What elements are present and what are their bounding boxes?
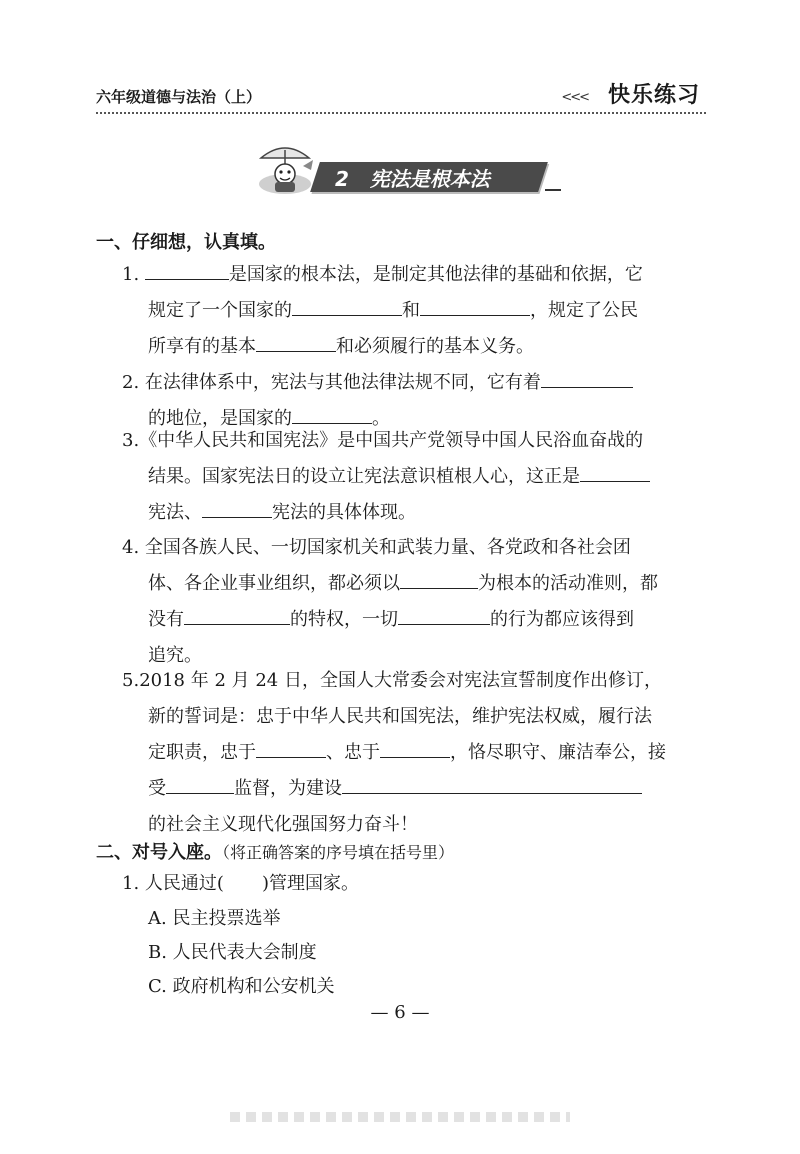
blank[interactable]: [398, 602, 490, 625]
option-b[interactable]: B. 人民代表大会制度: [148, 942, 317, 963]
blank[interactable]: [256, 329, 336, 352]
blank[interactable]: [342, 771, 642, 794]
blank[interactable]: [292, 293, 402, 316]
section-2-note: （将正确答案的序号填在括号里）: [222, 843, 455, 862]
blank[interactable]: [380, 735, 450, 758]
blank[interactable]: [580, 459, 650, 482]
page-header: [96, 78, 706, 114]
question-4: 4. 全国各族人民、一切国家机关和武装力量、各党政和各社会团 体、各企业事业组织，都必须以 为根本的活动准则，都 没有 的特权，一切 的行为都应该得到 追究。: [122, 537, 658, 666]
option-c[interactable]: C. 政府机构和公安机关: [148, 976, 335, 997]
question-1: 1. 是国家的根本法，是制定其他法律的基础和依据，它 规定了一个国家的 和 ，规定了公民 所享有的基本 和必须履行的基本义务。: [122, 257, 707, 365]
blank[interactable]: [202, 495, 272, 518]
bleed-through: [230, 1112, 570, 1122]
lesson-title: 2 宪法是根本法: [335, 167, 490, 191]
blank[interactable]: [184, 602, 290, 625]
blank[interactable]: [166, 771, 234, 794]
page-number: — 6 —: [370, 1002, 430, 1023]
book-title: 六年级道德与法治（上）: [96, 88, 262, 106]
blank[interactable]: [256, 735, 326, 758]
lesson-banner: [255, 140, 555, 200]
blank[interactable]: [541, 365, 633, 388]
option-a[interactable]: A. 民主投票选举: [148, 908, 281, 929]
blank[interactable]: [400, 566, 478, 589]
question-3: 3.《中华人民共和国宪法》是中国共产党领导中国人民浴血奋战的 结果。国家宪法日的设立让宪法意识植根人心，这正是 宪法、 宪法的具体体现。: [122, 423, 707, 531]
section-1-title: 一、仔细想，认真填。: [96, 232, 276, 253]
blank[interactable]: [145, 257, 229, 280]
question-2: 2. 在法律体系中，宪法与其他法律法规不同，它有着 的地位，是国家的 。: [122, 365, 707, 437]
blank[interactable]: [292, 401, 372, 424]
blank[interactable]: [420, 293, 530, 316]
series-title: 快乐练习: [607, 83, 700, 108]
chevron-icons: <<<: [561, 90, 588, 105]
question-2-1: 1. 人民通过( )管理国家。: [122, 873, 359, 894]
question-5: 5.2018 年 2 月 24 日，全国人大常委会对宪法宣誓制度作出修订， 新的誓词是：忠于中华人民共和国宪法，维护宪法权威，履行法 定职责，忠于 、忠于 ，恪尽职守、廉洁奉公，接 受 监督，为建设 的社会主义现代化强国努力奋斗！: [122, 670, 666, 835]
mascot-icon: [255, 140, 319, 198]
section-2-title: 二、对号入座。（将正确答案的序号填在括号里）: [96, 842, 455, 863]
